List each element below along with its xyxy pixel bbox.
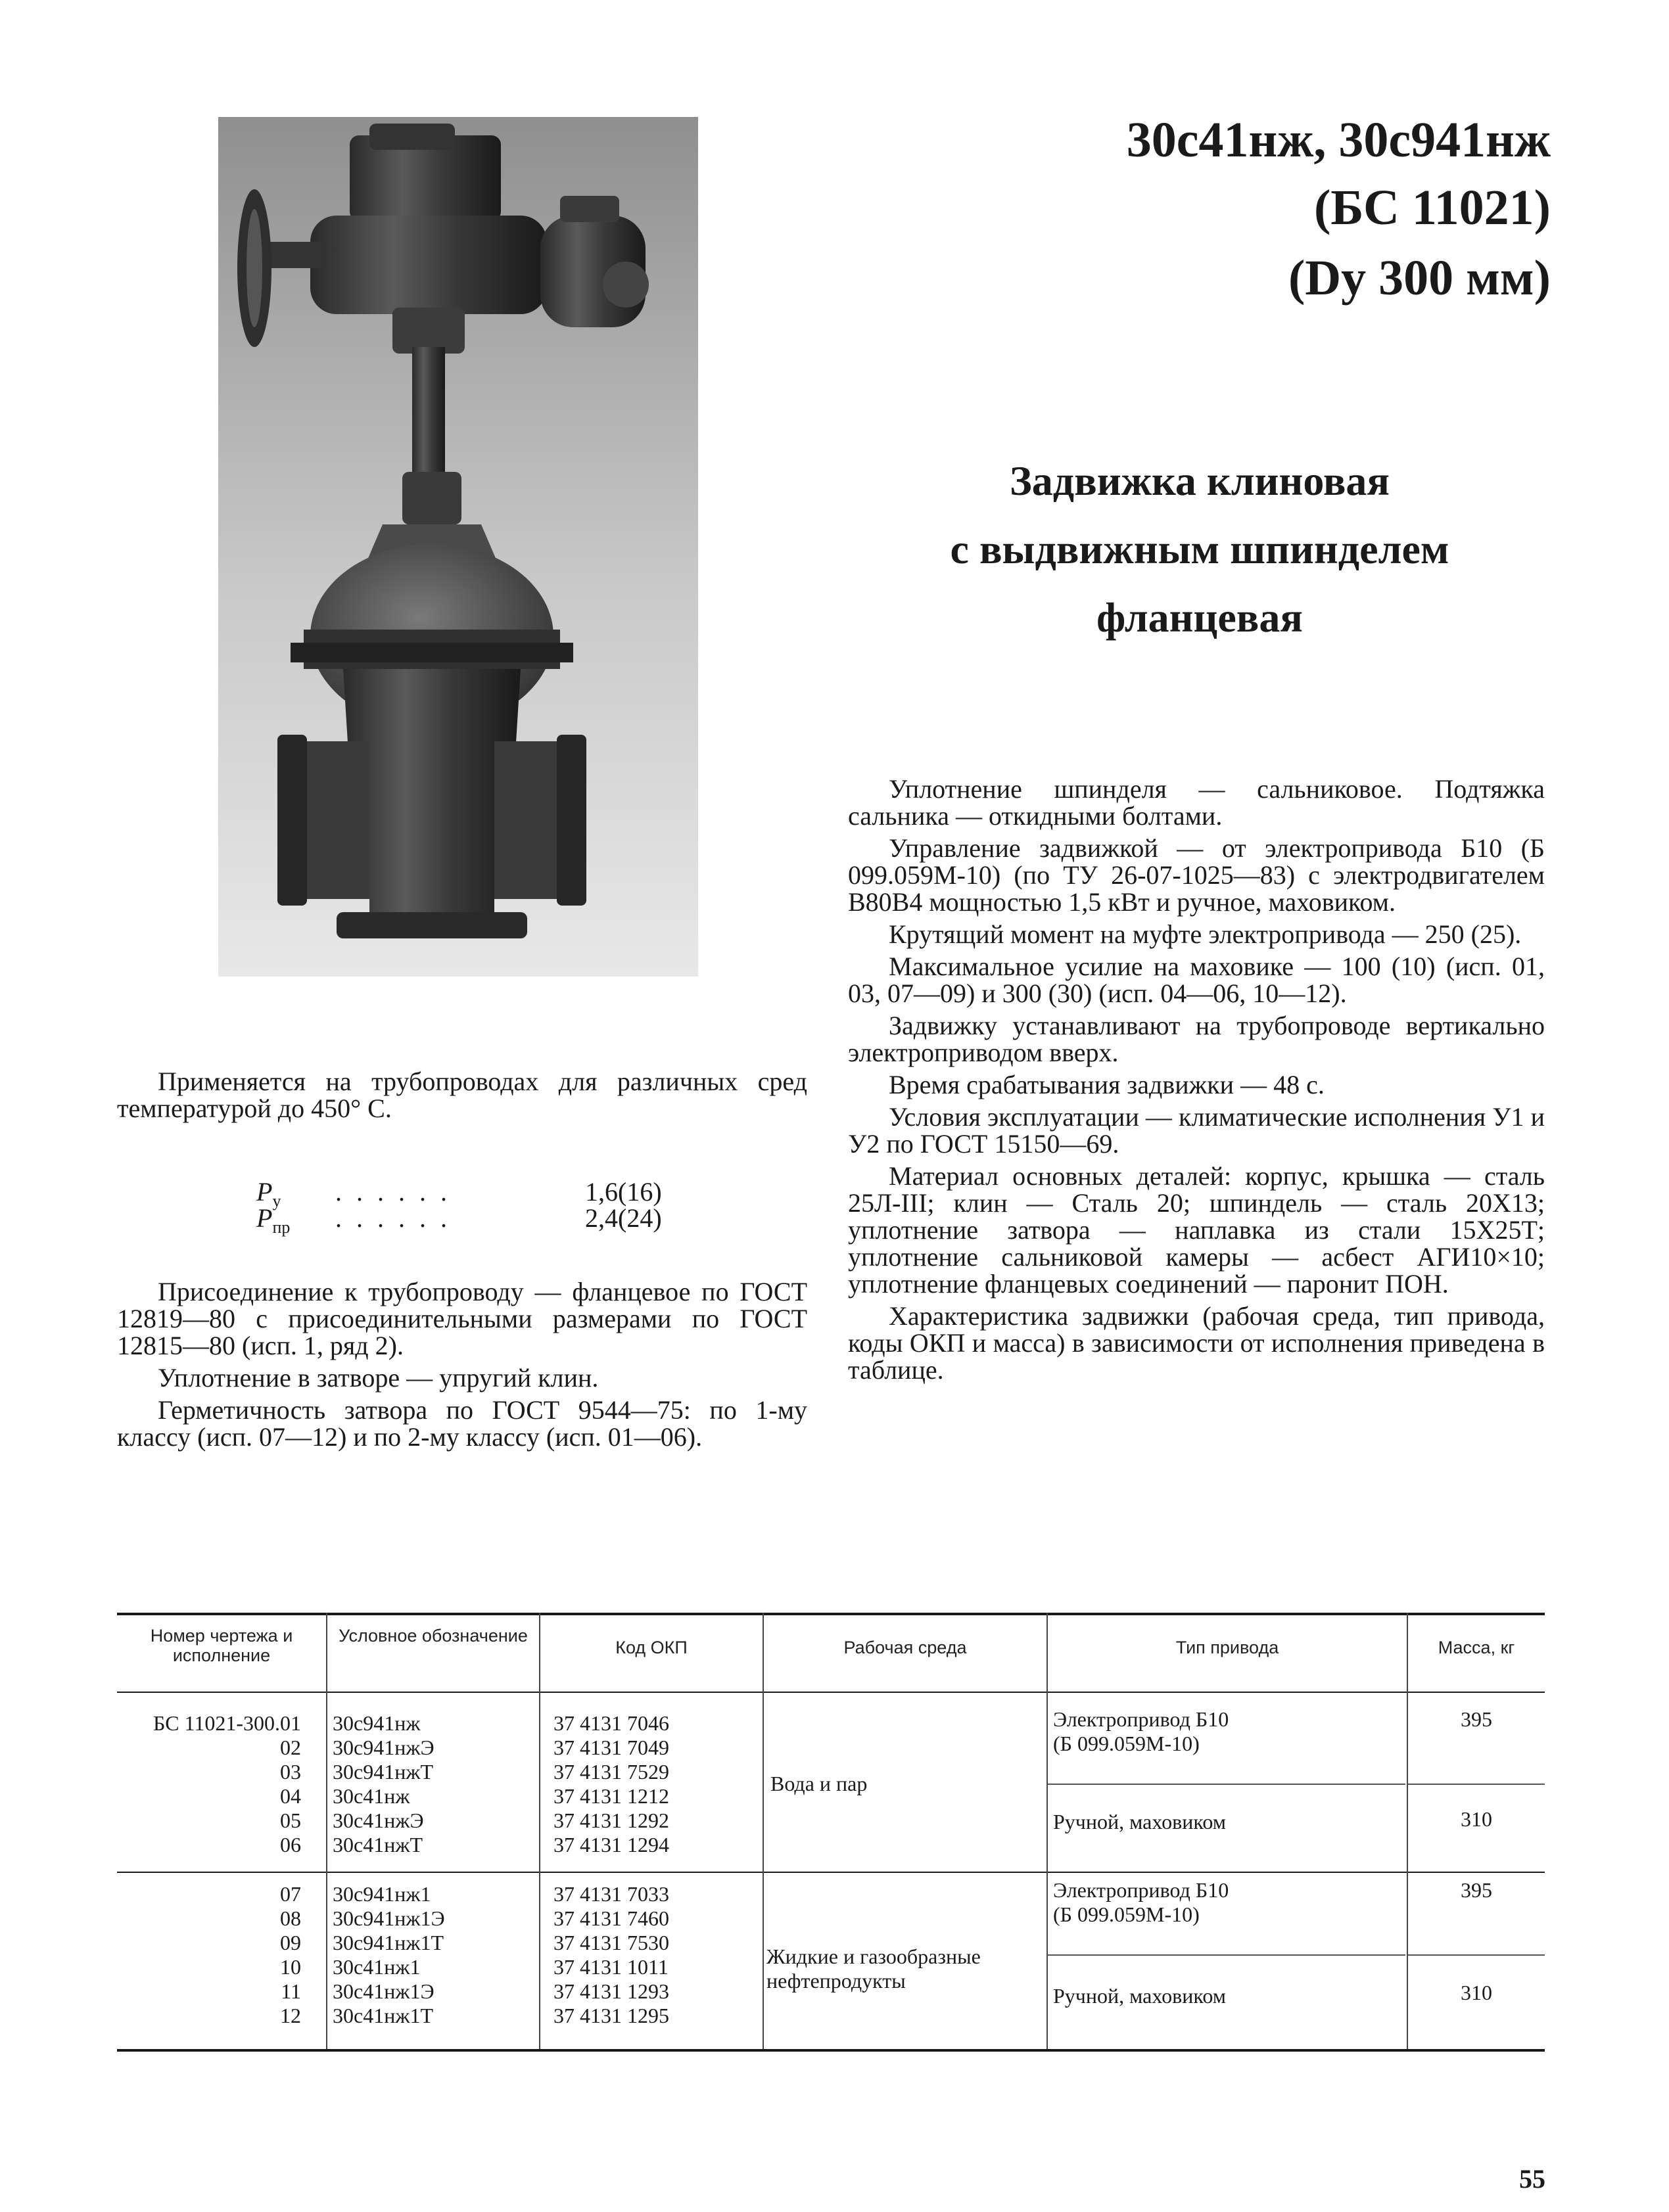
table-bottom-rule — [117, 2049, 1545, 2052]
application-text: Применяется на трубопроводах для различных сред температурой до 450° С. — [117, 1067, 807, 1123]
connection-text: Присоединение к трубопроводу — фланцевое по ГОСТ 12819—80 с присоединительными размерами по ГОСТ 12815—80 (исп. 1, ряд 2). — [117, 1277, 807, 1360]
tightness-text: Герметичность затвора по ГОСТ 9544—75: по 1-му классу (исп. 07—12) и по 2-му классу (исп. 01—06). — [117, 1395, 807, 1452]
header-drawing-number: Номер чертежа и исполнение — [150, 1626, 293, 1665]
specification-table — [117, 1613, 1545, 2051]
group1-mass-manual: 310 — [1461, 1807, 1492, 1831]
group2-mass-manual: 310 — [1461, 1981, 1492, 2004]
model-codes: 30с41нж, 30с941нж — [1126, 112, 1551, 168]
header-medium: Рабочая среда — [843, 1638, 967, 1657]
drawing-code: (БС 11021) — [1313, 180, 1551, 235]
title-line-3: фланцевая — [1096, 594, 1303, 641]
group2-drawing-numbers: 07 08 09 10 11 12 — [280, 1882, 301, 2027]
group2-drive-electric: Электропривод Б10 (Б 099.059М-10) — [1053, 1878, 1229, 1926]
group1-mass-electric: 395 — [1461, 1707, 1492, 1731]
seal-text: Уплотнение в затворе — упругий клин. — [158, 1363, 599, 1393]
table-header-rule — [117, 1692, 1545, 1693]
group1-designations: 30с941нж 30с941нжЭ 30с941нжТ 30с41нж 30с41нжЭ 30с41нжТ — [333, 1711, 435, 1856]
valve-photo — [218, 117, 698, 977]
title-line-1: Задвижка клиновая — [1009, 457, 1390, 504]
group1-medium: Вода и пар — [770, 1772, 868, 1795]
header-mass: Масса, кг — [1438, 1638, 1515, 1657]
right-paragraphs: Уплотнение шпинделя — сальниковое. Подтяжка сальника — откидными болтами. Управление задвижкой — от электропривода Б10 (Б 099.059М-10) (по ТУ 26-07-1025—83) с электродвигателем В80В4 мощностью 1,5 кВт и ручное, маховиком. Крутящий момент на муфте электропривода — 250 (25). Максимальное усилие на маховике — 100 (10) (исп. 01, 03, 07—09) и 300 (30) (исп. 04—06, 10—12). Задвижку устанавливают на трубопроводе вертикально электроприводом вверх. Время срабатывания задвижки — 48 с. Условия эксплуатации — климатические исполнения У1 и У2 по ГОСТ 15150—69. Материал основных деталей: корпус, крышка — сталь 25Л-III; клин — Сталь 20; шпиндель — сталь 20Х13; уплотнение затвора — наплавка из стали 15Х25Т; уплотнение сальниковой камеры — асбест АГИ10×10; уплотнение фланцевых соединений — паронит ПОН. Характеристика задвижки (рабочая среда, тип привода, коды ОКП и масса) в зависимости от исполнения приведена в таблице. — [848, 774, 1545, 1385]
left-paragraphs — [117, 1278, 807, 1456]
table-top-rule — [117, 1613, 1545, 1615]
table-group-rule — [117, 1872, 1545, 1873]
group1-drawing-numbers: БС 11021-300.01 02 03 04 05 06 — [153, 1711, 301, 1856]
group1-okp-codes: 37 4131 7046 37 4131 7049 37 4131 7529 37 4131 1212 37 4131 1292 37 4131 1294 — [553, 1711, 669, 1856]
pressure-row-nominal: $P_у$ ...... 1,6(16) — [256, 1177, 662, 1210]
title-line-2: с выдвижным шпинделем — [950, 526, 1449, 572]
group2-okp-codes: 37 4131 7033 37 4131 7460 37 4131 7530 37 4131 1011 37 4131 1293 37 4131 1295 — [553, 1882, 669, 2027]
group2-designations: 30с941нж1 30с941нж1Э 30с941нж1Т 30с41нж1 30с41нж1Э 30с41нж1Т — [333, 1882, 445, 2027]
pressure-row-test: $P_{пр}$ ...... 2,4(24) — [256, 1203, 662, 1237]
header-drive-type: Тип привода — [1175, 1638, 1279, 1657]
group2-mass-electric: 395 — [1461, 1878, 1492, 1902]
pressure-value: 2,4(24) — [585, 1203, 662, 1233]
group1-drive-electric: Электропривод Б10 (Б 099.059М-10) — [1053, 1707, 1229, 1755]
group2-medium: Жидкие и газообразные нефтепродукты — [766, 1945, 981, 1993]
pressure-value: 1,6(16) — [585, 1177, 662, 1207]
product-title — [855, 447, 1545, 652]
header-okp-code: Код ОКП — [615, 1638, 688, 1657]
page-number: 55 — [1519, 2164, 1545, 2194]
group2-drive-manual: Ручной, маховиком — [1053, 1984, 1226, 2008]
header-designation: Условное обозначение — [339, 1626, 528, 1646]
nominal-size: (Dy 300 мм) — [1288, 250, 1551, 306]
group1-drive-manual: Ручной, маховиком — [1053, 1810, 1226, 1833]
